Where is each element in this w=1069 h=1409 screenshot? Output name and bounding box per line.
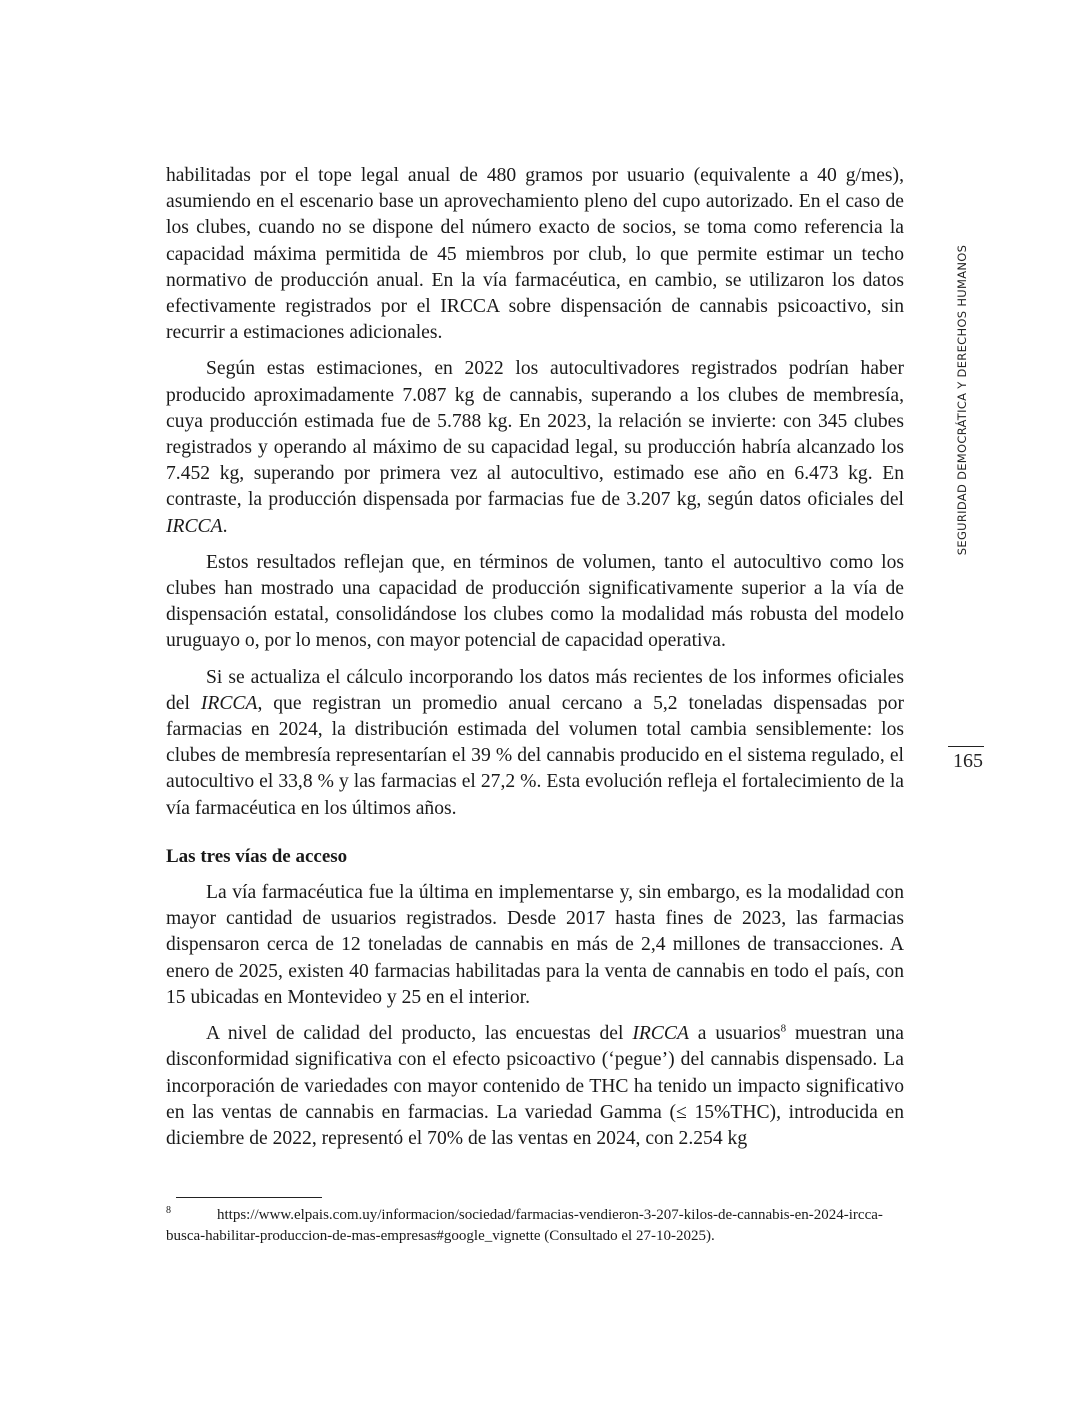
page-number: 165 xyxy=(953,750,983,772)
ircca-italic: IRCCA xyxy=(166,515,223,537)
body-text xyxy=(166,163,904,1162)
paragraph-3: Estos resultados reflejan que, en términos de volumen, tanto el autocultivo como los clubes han mostrado una capacidad de producción significativamente superior a la vía de dispensación estatal, consolidándose los clubes como la modalidad más robusta del modelo uruguayo o, por lo menos, con mayor potencial de capacidad operativa. xyxy=(166,551,904,652)
paragraph-2: Según estas estimaciones, en 2022 los autocultivadores registrados podrían haber producido aproximadamente 7.087 kg de cannabis, superando a los clubes de membresía, cuya producción estimada fue de 5.788 kg. En 2023, la relación se invierte: con 345 clubes registrados y operando al máximo de su capacidad legal, su producción habría alcanzado los 7.452 kg, superando por primera vez al autocultivo, estimado ese año en 6.473 kg. En contraste, la producción dispensada por farmacias fue de 3.207 kg, según datos oficiales del IRCCA. xyxy=(166,358,904,537)
footnote-reference[interactable]: 8 xyxy=(780,1022,787,1035)
ircca-italic: IRCCA xyxy=(200,692,258,714)
ircca-italic: IRCCA xyxy=(632,1023,689,1045)
paragraph-4: Si se actualiza el cálculo incorporando los datos más recientes de los informes oficiales del IRCCA, que registran un promedio anual cercano a 5,2 toneladas dispensadas por farmacias en 2024, la distribución estimada del volumen total cambia sensiblemente: los clubes de membresía representarían el 39 % del cannabis producido en el sistema regulado, el autocultivo el 33,8 % y las farmacias el 27,2 %. Esta evolución refleja el fortalecimiento de la vía farmacéutica en los últimos años. xyxy=(166,666,904,819)
paragraph-1: habilitadas por el tope legal anual de 480 gramos por usuario (equivalente a 40 g/mes), asumiendo en el escenario base un aprovechamiento pleno del cupo autorizado. En el caso de los clubes, cuando no se dispone del número exacto de socios, se toma como referencia la capacidad máxima permitida de 45 miembros por club, lo que permite estimar un techo normativo de producción anual. En la vía farmacéutica, en cambio, se utilizaron los datos efectivamente registrados por el IRCCA sobre dispensación de cannabis psicoactivo, sin recurrir a estimaciones adicionales. xyxy=(166,165,904,344)
footnote xyxy=(166,1205,904,1247)
footnote-link[interactable]: https://www.elpais.com.uy/informacion/sociedad/farmacias-vendieron-3-207-kilos-de-cannabis-en-2024-ircca-busca-habilitar-produccion-de-mas-empresas#google_vignette (Consultado el 27-10-2025). xyxy=(166,1207,883,1244)
footnote-rule xyxy=(176,1197,322,1198)
paragraph-6: A nivel de calidad del producto, las encuestas del IRCCA a usuarios$^8$ muestran una disconformidad significativa con el efecto psicoactivo (‘pegue’) del cannabis dispensado. La incorporación de variedades con mayor contenido de THC ha tenido un impacto significativo en las ventas de cannabis en farmacias. La variedad Gamma (≤ 15%THC), introducida en diciembre de 2022, representó el 70% de las ventas en 2024, con 2.254 kg xyxy=(166,1022,904,1149)
footnote-number: 8 xyxy=(166,1205,171,1216)
page-number-rule xyxy=(948,746,984,747)
section-heading: Las tres vías de acceso xyxy=(166,845,348,867)
paragraph-5: La vía farmacéutica fue la última en implementarse y, sin embargo, es la modalidad con mayor cantidad de usuarios registrados. Desde 2017 hasta fines de 2023, las farmacias dispensaron cerca de 12 toneladas de cannabis en más de 2,4 millones de transacciones. A enero de 2025, existen 40 farmacias habilitadas para la venta de cannabis en todo el país, con 15 ubicadas en Montevideo y 25 en el interior. xyxy=(166,882,904,1008)
running-header: SEGURIDAD DEMOCRÁTICA Y DERECHOS HUMANOS xyxy=(955,244,969,556)
